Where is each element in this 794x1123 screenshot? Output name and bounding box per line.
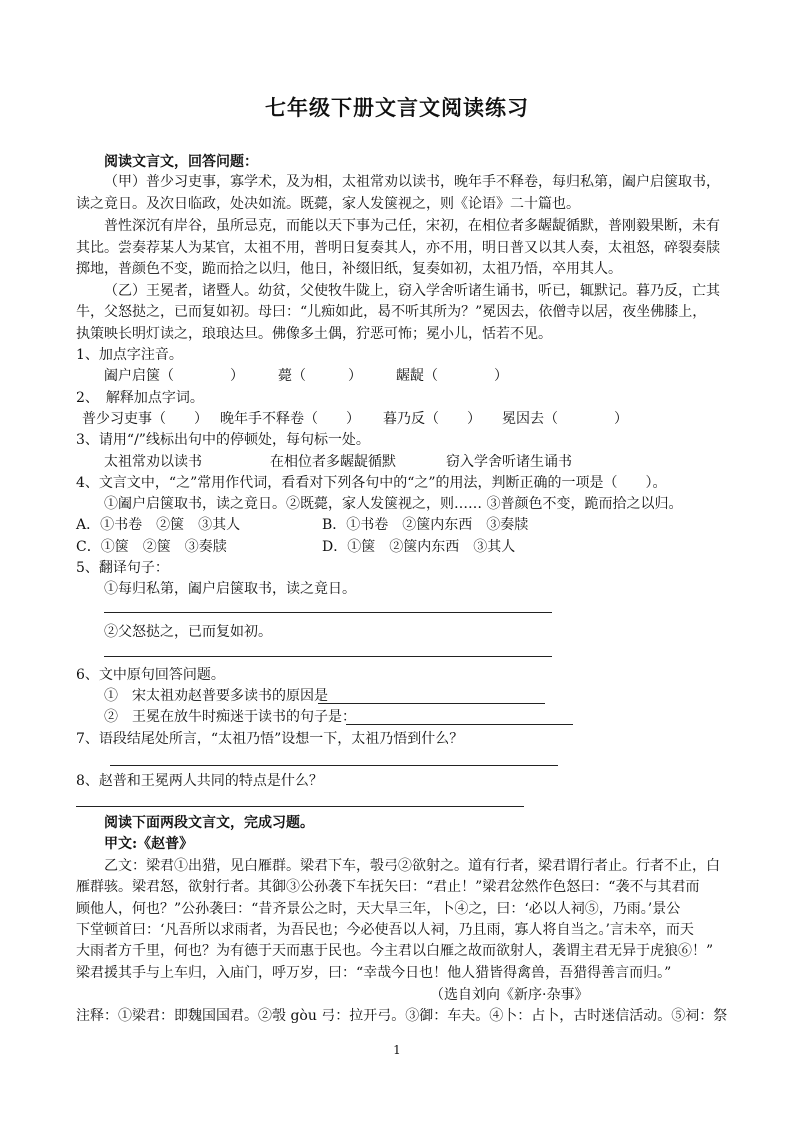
q2-item: 冕因去（ ）	[502, 411, 628, 427]
page-number: 1	[393, 1043, 401, 1057]
source-citation: （选自刘向《新序·杂事》	[430, 987, 589, 1003]
option-b: B．①书卷 ②箧内东西 ③奏牍	[322, 517, 529, 533]
q3-item: 在相位者多龌龊循默	[270, 454, 396, 470]
page-title: 七年级下册文言文阅读练习	[265, 95, 529, 120]
q1-item: 薨（ ）	[278, 368, 362, 384]
q2-item: 普少习吏事（ ）	[82, 411, 208, 427]
answer-line	[346, 724, 573, 725]
question-3: 3、请用“/”线标出句中的停顿处，每句标一处。	[76, 432, 370, 448]
answer-line	[76, 806, 524, 807]
question-8: 8、赵普和王冕两人共同的特点是什么？	[76, 773, 323, 789]
q4-sentences: ①阖户启箧取书，读之竟日。②既薨，家人发箧视之，则…… ③普颜色不变，跪而拾之以归。	[104, 496, 683, 512]
passage-jia2-line: 普性深沉有岸谷，虽所忌克，而能以天下事为己任，宋初，在相位者多龌龊循默，普刚毅果断，未有	[104, 218, 720, 234]
q2-item: 晚年手不释卷（ ）	[220, 411, 360, 427]
q3-item: 窃入学舍听诸生诵书	[446, 454, 572, 470]
q1-item: 阖户启箧（ ）	[104, 368, 244, 384]
passage-yi-line: 大雨者方千里，何也？为有德于天而惠于民也。今主君以白雁之故而欲射人，袭谓主君无异于虎狼⑥！”	[76, 943, 714, 959]
question-4: 4、文言文中，“之”常用作代词，看看对下列各句中的“之”的用法，判断正确的一项是（ ）。	[76, 475, 667, 491]
passage-yi-line: 下堂顿首曰：‘凡吾所以求雨者，为吾民也；今必使吾以人祠，乃且雨，寡人将自当之。’言未卒，而天	[76, 922, 694, 938]
q5-item: ②父怒挞之，已而复如初。	[104, 624, 272, 640]
passage-yi-line: 雁群骇。梁君怒，欲射行者。其御③公孙袭下车抚矢曰：“君止！”梁君忿然作色怒曰：“袭不与其君而	[76, 879, 700, 895]
question-2: 2、 解释加点字词。	[76, 390, 204, 406]
section2-heading: 阅读下面两段文言文，完成习题。	[104, 815, 314, 831]
q3-item: 太祖常劝以读书	[104, 454, 202, 470]
answer-line	[104, 612, 552, 613]
passage-jia-line: （甲）普少习吏事，寡学术，及为相，太祖常劝以读书，晚年手不释卷，每归私第，阖户启箧取书，	[104, 174, 720, 190]
passage-yi-line: 执策映长明灯读之，琅琅达旦。佛像多土偶，狞恶可怖；冕小儿，恬若不见。	[76, 326, 552, 342]
jia-text-label: 甲文:《赵普》	[104, 836, 194, 852]
q2-item: 暮乃反（ ）	[383, 411, 481, 427]
passage-yi-line: 乙文：梁君①出猎，见白雁群。梁君下车，彀弓②欲射之。道有行者，梁君谓行者止。行者不止，白	[104, 858, 720, 874]
passage-jia2-line: 其比。尝奏荐某人为某官，太祖不用，普明日复奏其人，亦不用，明日普又以其人奏，太祖怒，碎裂奏牍	[76, 240, 720, 256]
answer-line	[110, 765, 558, 766]
q1-item: 龌龊（ ）	[396, 368, 508, 384]
option-d: D．①箧 ②箧内东西 ③其人	[322, 539, 516, 555]
option-c: C．①箧 ②箧 ③奏牍	[76, 539, 227, 555]
answer-line	[104, 656, 552, 657]
q6-item: ② 王冕在放牛时痴迷于读书的句子是：	[104, 709, 356, 725]
passage-jia2-line: 掷地，普颜色不变，跪而拾之以归，他日，补缀旧纸，复奏如初，太祖乃悟，卒用其人。	[76, 261, 622, 277]
option-a: A．①书卷 ②箧 ③其人	[76, 517, 241, 533]
q6-item: ① 宋太祖劝赵普要多读书的原因是	[104, 688, 328, 704]
annotations: 注释：①梁君：即魏国国君。②彀 gòu 弓：拉开弓。③御：车夫。④卜：占卜，古时迷信活动。⑤祠：祭	[76, 1008, 728, 1024]
passage-jia-line: 读之竟日。及次日临政，处决如流。既薨，家人发箧视之，则《论语》二十篇也。	[76, 196, 580, 212]
question-5: 5、翻译句子：	[76, 560, 169, 576]
passage-yi-line: 梁君援其手与上车归，入庙门，呼万岁，曰：“幸哉今日也！他人猎皆得禽兽，吾猎得善言而归。”	[76, 965, 672, 981]
q5-item: ①每归私第，阖户启箧取书，读之竟日。	[104, 581, 356, 597]
passage-yi-line: 顾他人，何也？”公孙袭曰：“昔齐景公之时，天大旱三年，卜④之，曰：‘必以人祠⑤，乃雨。’景公	[76, 901, 681, 917]
section1-heading: 阅读文言文，回答问题：	[104, 154, 258, 170]
question-1: 1、加点字注音。	[76, 347, 183, 363]
question-6: 6、文中原句回答问题。	[76, 667, 225, 683]
passage-yi-line: （乙）王冕者，诸暨人。幼贫，父使牧牛陇上，窃入学舍听诸生诵书，听已，辄默记。暮乃反，亡其	[104, 283, 720, 299]
answer-line	[318, 703, 545, 704]
question-7: 7、语段结尾处所言，“太祖乃悟”设想一下，太祖乃悟到什么？	[76, 731, 464, 747]
passage-yi-line: 牛，父怒挞之，已而复如初。母曰：“儿痴如此，曷不听其所为？”冕因去，依僧寺以居，夜坐佛膝上，	[76, 304, 707, 320]
